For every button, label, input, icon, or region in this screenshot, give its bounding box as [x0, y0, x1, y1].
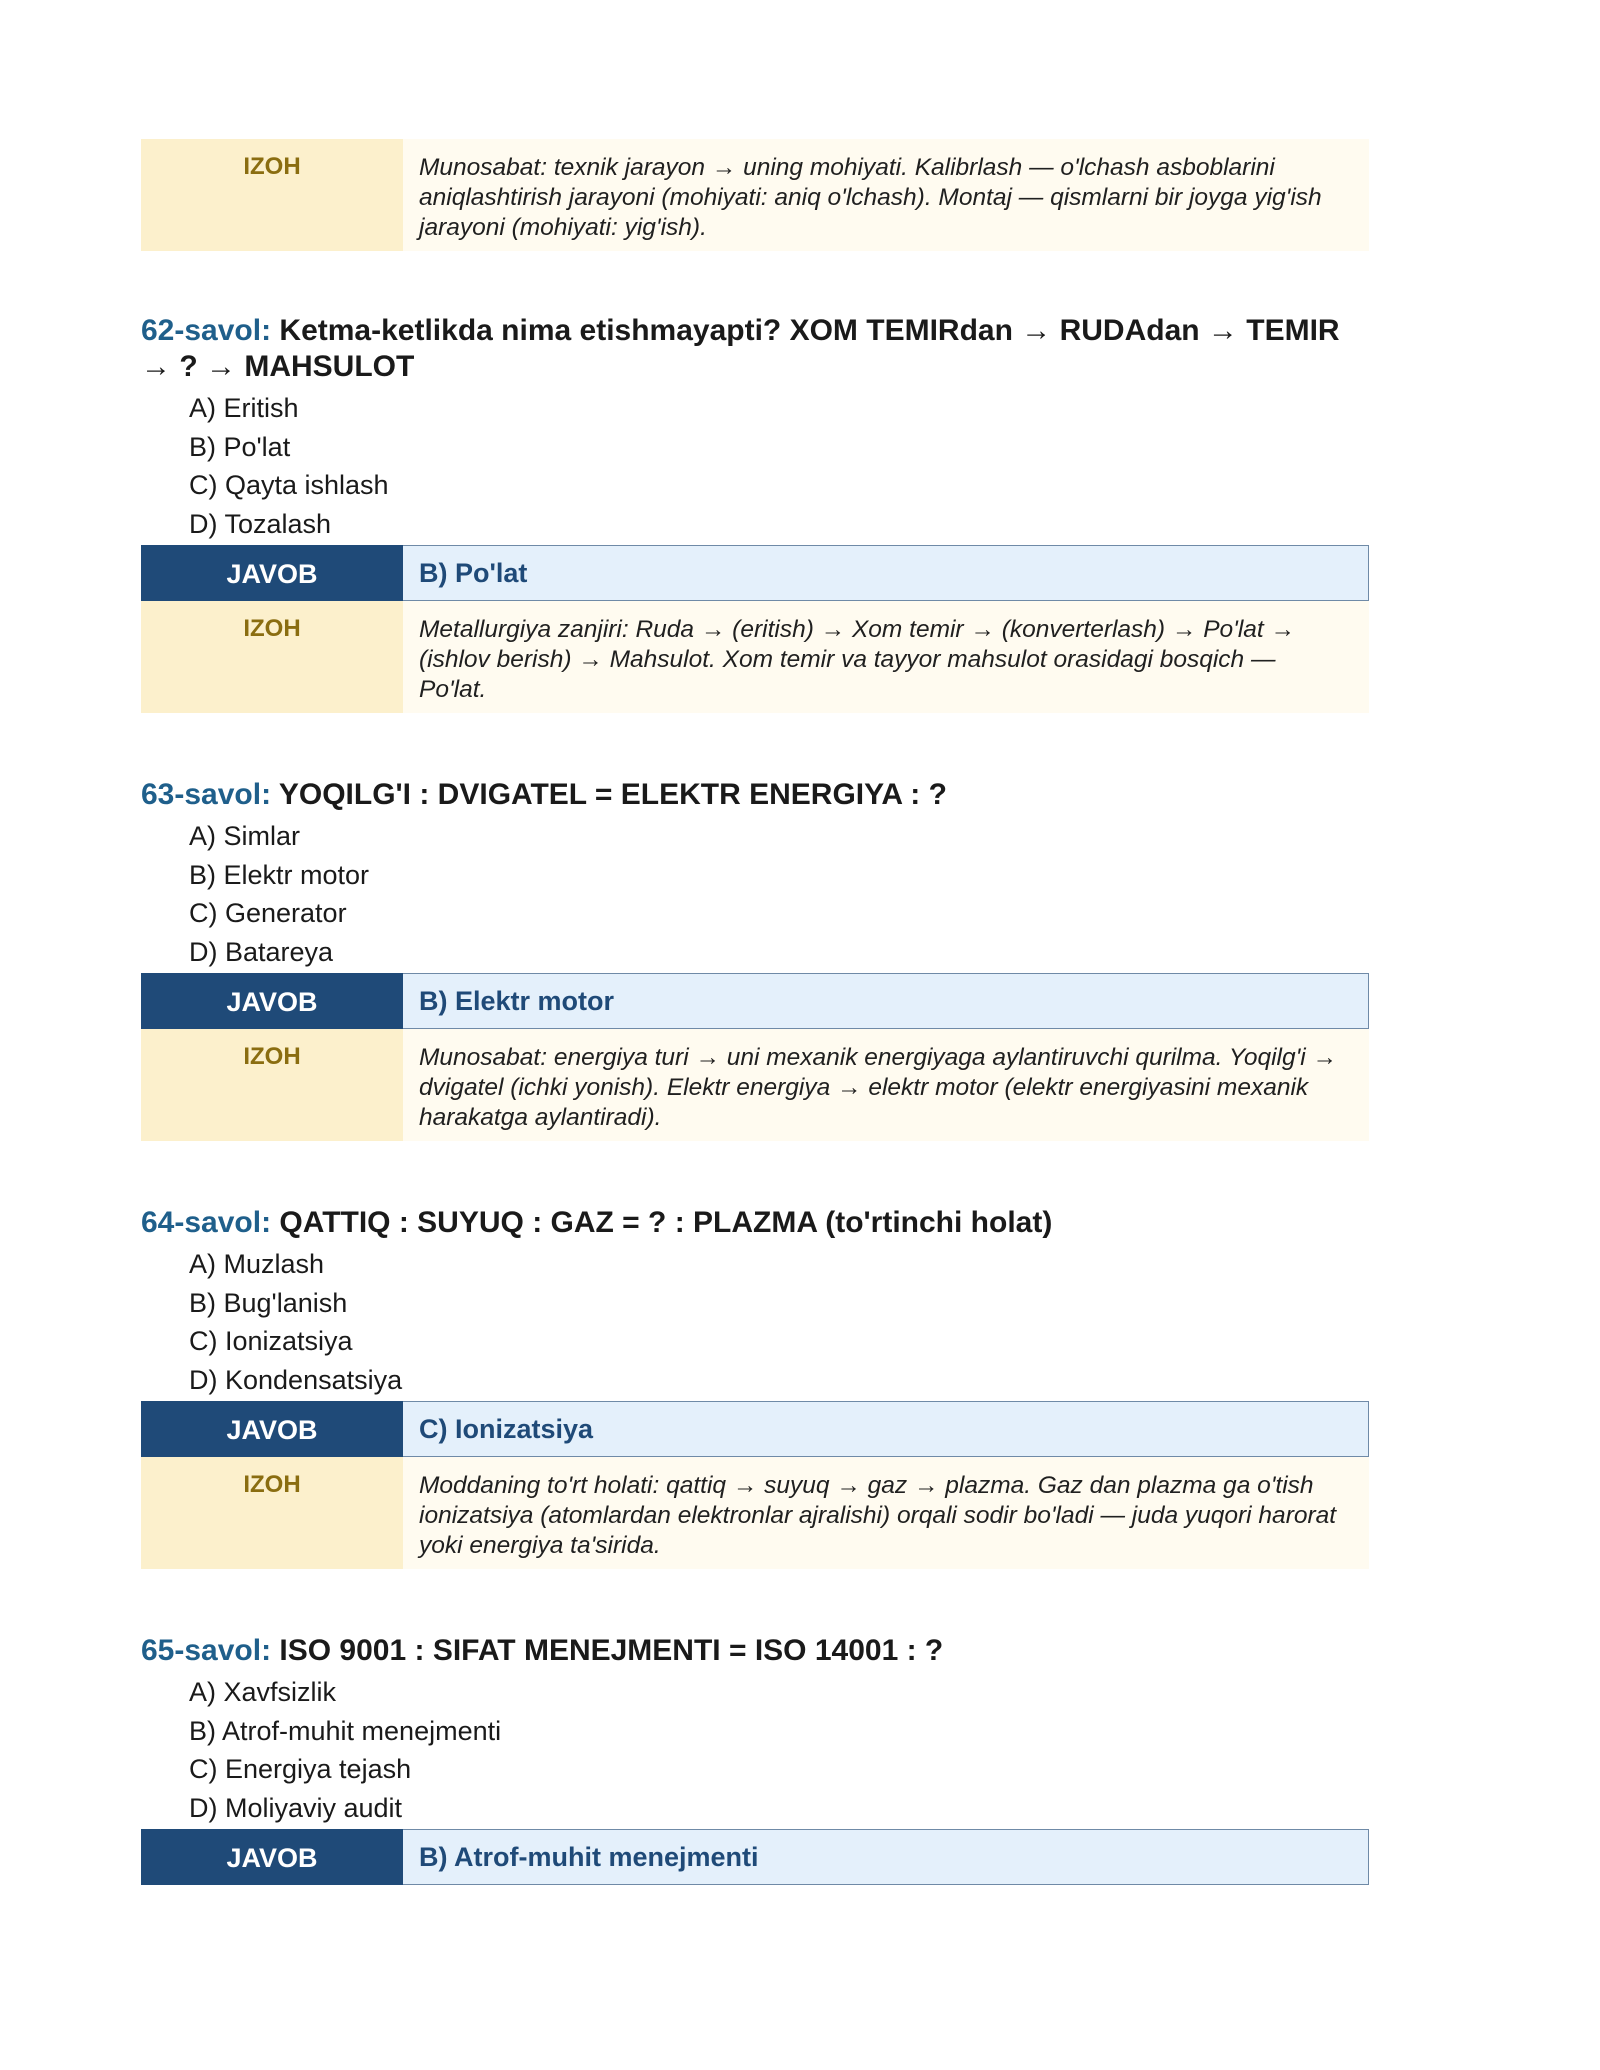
question-title — [141, 777, 1371, 813]
question-number: 64-savol: — [141, 1206, 272, 1239]
option-d: D) Moliyaviy audit — [189, 1792, 403, 1823]
option-d: D) Kondensatsiya — [189, 1364, 403, 1395]
option-b: B) Bug'lanish — [189, 1287, 348, 1318]
izoh-label: IZOH — [141, 1029, 403, 1141]
question-text: QATTIQ : SUYUQ : GAZ = ? : PLAZMA (to'rtinchi holat) — [279, 1206, 1053, 1239]
option-c: C) Qayta ishlash — [189, 470, 389, 500]
option-a: A) Xavfsizlik — [189, 1677, 337, 1707]
question-number: 62-savol: — [141, 314, 272, 347]
option-c: C) Ionizatsiya — [189, 1326, 353, 1356]
question-title — [141, 313, 1371, 385]
option-d: D) Tozalash — [189, 508, 332, 539]
javob-label: JAVOB — [141, 1401, 403, 1457]
izoh-label: IZOH — [141, 601, 403, 713]
option-b: B) Po'lat — [189, 431, 291, 462]
izoh-row — [141, 601, 1369, 713]
option-a: A) Simlar — [189, 821, 301, 851]
question-65 — [141, 1633, 1371, 1885]
options-list — [189, 1673, 1371, 1827]
javob-row — [141, 973, 1369, 1029]
option-b: B) Elektr motor — [189, 859, 370, 890]
javob-label: JAVOB — [141, 1829, 403, 1885]
answer-value: C) Ionizatsiya — [403, 1401, 1369, 1457]
question-number: 65-savol: — [141, 1634, 272, 1667]
option-b: B) Atrof-muhit menejmenti — [189, 1715, 502, 1746]
intro-izoh-row — [141, 139, 1369, 251]
izoh-row — [141, 1029, 1369, 1141]
izoh-text: Metallurgiya zanjiri: Ruda → (eritish) → Xom temir → (konverterlash) → Po'lat → (ishlov berish) → Mahsulot. Xom temir va tayyor mahsulot orasidagi bosqich — Po'lat. — [403, 601, 1369, 713]
question-62 — [141, 313, 1371, 713]
option-a: A) Eritish — [189, 393, 299, 423]
question-title — [141, 1633, 1371, 1669]
options-list — [189, 817, 1371, 971]
answer-value: B) Elektr motor — [403, 973, 1369, 1029]
answer-value: B) Atrof-muhit menejmenti — [403, 1829, 1369, 1885]
javob-label: JAVOB — [141, 973, 403, 1029]
question-text: Ketma-ketlikda nima etishmayapti? XOM TEMIRdan → RUDAdan → TEMIR → ? → MAHSULOT — [141, 314, 1340, 383]
question-number: 63-savol: — [141, 778, 272, 811]
question-63 — [141, 777, 1371, 1141]
izoh-row — [141, 1457, 1369, 1569]
izoh-text: Munosabat: energiya turi → uni mexanik energiyaga aylantiruvchi qurilma. Yoqilg'i → dvigatel (ichki yonish). Elektr energiya → elektr motor (elektr energiyasini mexanik harakatga aylantiradi). — [403, 1029, 1369, 1141]
question-title — [141, 1205, 1371, 1241]
izoh-label: IZOH — [141, 139, 403, 251]
question-text: YOQILG'I : DVIGATEL = ELEKTR ENERGIYA : ? — [278, 778, 947, 811]
javob-row — [141, 1829, 1369, 1885]
javob-row — [141, 1401, 1369, 1457]
javob-row — [141, 545, 1369, 601]
izoh-label: IZOH — [141, 1457, 403, 1569]
option-c: C) Energiya tejash — [189, 1754, 412, 1784]
javob-label: JAVOB — [141, 545, 403, 601]
question-text: ISO 9001 : SIFAT MENEJMENTI = ISO 14001 : ? — [279, 1634, 944, 1667]
izoh-text: Moddaning to'rt holati: qattiq → suyuq → gaz → plazma. Gaz dan plazma ga o'tish ionizatsiya (atomlardan elektronlar ajralishi) orqali sodir bo'ladi — juda yuqori harorat yoki energiya ta'sirida. — [403, 1457, 1369, 1569]
izoh-text: Munosabat: texnik jarayon → uning mohiyati. Kalibrlash — o'lchash asboblarini aniqlashtirish jarayoni (mohiyati: aniq o'lchash). Montaj — qismlarni bir joyga yig'ish jarayoni (mohiyati: yig'ish). — [403, 139, 1369, 251]
option-c: C) Generator — [189, 898, 347, 928]
answer-value: B) Po'lat — [403, 545, 1369, 601]
option-a: A) Muzlash — [189, 1249, 325, 1279]
options-list — [189, 1245, 1371, 1399]
option-d: D) Batareya — [189, 936, 334, 967]
question-64 — [141, 1205, 1371, 1569]
options-list — [189, 389, 1371, 543]
